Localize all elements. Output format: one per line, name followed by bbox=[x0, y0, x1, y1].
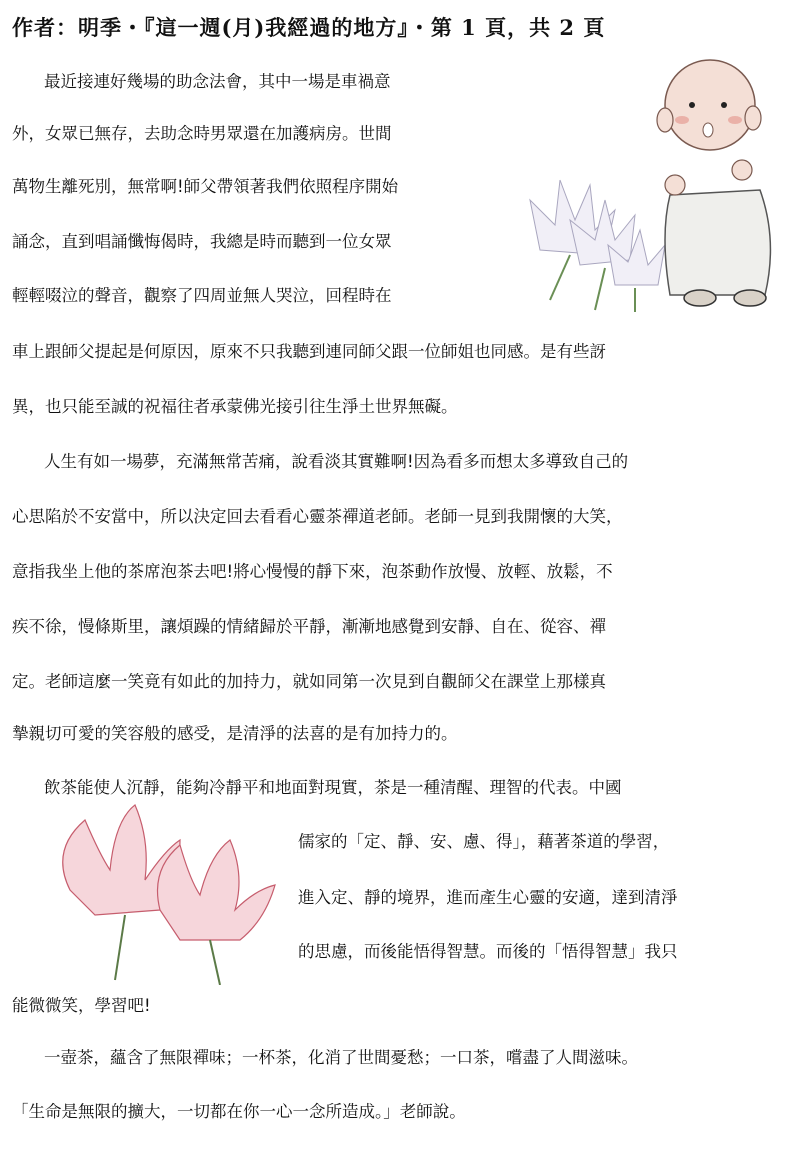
text-line: 定。老師這麼一笑竟有如此的加持力，就如同第一次見到自觀師父在課堂上那樣真 bbox=[12, 672, 606, 691]
text-line: 外，女眾已無存，去助念時男眾還在加護病房。世間 bbox=[12, 124, 392, 143]
text-line: 的思慮，而後能悟得智慧。而後的「悟得智慧」我只 bbox=[298, 942, 678, 961]
text-line: 異，也只能至誠的祝福往者承蒙佛光接引往生淨土世界無礙。 bbox=[12, 397, 458, 416]
page-header: 作者：明季・『這一週(月)我經過的地方』・第 1 頁，共 2 頁 bbox=[12, 15, 606, 40]
monk-figure bbox=[657, 60, 770, 306]
white-lotus-icon bbox=[530, 180, 665, 285]
text-line: 進入定、靜的境界，進而產生心靈的安適，達到清淨 bbox=[298, 888, 678, 907]
text-line: 車上跟師父提起是何原因，原來不只我聽到連同師父跟一位師姐也同感。是有些訝 bbox=[12, 342, 606, 361]
text-line: 能微微笑，學習吧! bbox=[12, 996, 151, 1015]
text-line: 萬物生離死別，無常啊!師父帶領著我們依照程序開始 bbox=[12, 177, 399, 196]
text-line: 一壺茶，蘊含了無限禪味；一杯茶，化消了世間憂愁；一口茶，嚐盡了人間滋味。 bbox=[44, 1048, 638, 1067]
text-line: 摯親切可愛的笑容般的感受，是清淨的法喜的是有加持力的。 bbox=[12, 724, 458, 743]
text-line: 最近接連好幾場的助念法會，其中一場是車禍意 bbox=[44, 72, 391, 91]
text-line: 「生命是無限的擴大，一切都在你一心一念所造成。」老師說。 bbox=[12, 1102, 466, 1121]
text-line: 意指我坐上他的茶席泡茶去吧!將心慢慢的靜下來，泡茶動作放慢、放輕、放鬆，不 bbox=[12, 562, 613, 581]
text-line: 人生有如一場夢，充滿無常苦痛，說看淡其實難啊!因為看多而想太多導致自己的 bbox=[44, 452, 629, 471]
text-line: 誦念，直到唱誦懺悔偈時，我總是時而聽到一位女眾 bbox=[12, 232, 392, 251]
text-line: 輕輕啜泣的聲音，觀察了四周並無人哭泣，回程時在 bbox=[12, 286, 392, 305]
text-line: 儒家的「定、靜、安、慮、得」，藉著茶道的學習， bbox=[298, 832, 670, 851]
text-line: 心思陷於不安當中，所以決定回去看看心靈茶禪道老師。老師一見到我開懷的大笑， bbox=[12, 507, 623, 526]
text-line: 疾不徐，慢條斯里，讓煩躁的情緒歸於平靜，漸漸地感覺到安靜、自在、從容、禪 bbox=[12, 617, 606, 636]
lotus-illustration bbox=[40, 800, 290, 985]
pink-lotus-icon bbox=[63, 805, 275, 940]
monk-illustration bbox=[510, 50, 795, 315]
text-line: 飲茶能使人沉靜，能夠冷靜平和地面對現實，茶是一種清醒、理智的代表。中國 bbox=[44, 778, 622, 797]
